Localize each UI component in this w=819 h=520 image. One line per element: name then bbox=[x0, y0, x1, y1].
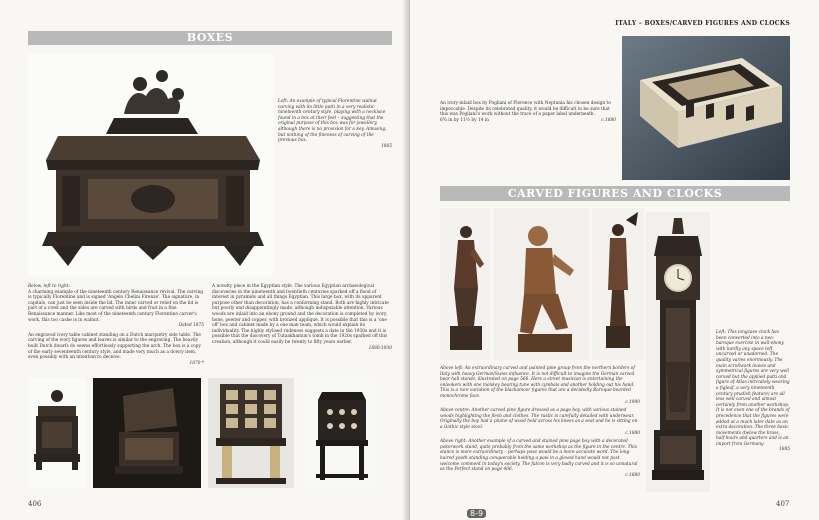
main-caption: Left: An example of typical Florentine walnut carving with its little putti in a very realistic nineteenth century style, playing with a necklace found in a box at their feet – suggesting that the original purpose of this box was for jewellery, although there is no provision for a key. Amusing, but nothing of the fineness of carving of the previous box. bbox=[278, 99, 387, 144]
right-page-number: 407 bbox=[776, 500, 790, 508]
boxes-section-title: BOXES bbox=[28, 31, 392, 45]
box-photo-4 bbox=[308, 378, 376, 488]
caption-above-centre-date: c.1880 bbox=[625, 430, 640, 436]
caption-above-left-date: c.1900 bbox=[625, 399, 640, 405]
clock-caption-block bbox=[716, 330, 790, 453]
box-photo-2 bbox=[93, 378, 201, 488]
clock-caption: Left: This longcase clock has been converted into a neo-baroque exercise in wall-ebony with hardly any space left uncarved or unadorned. The quality varies enormously. The main scrollwork leaves and symmetrical figures are very well carved but the applied putti and figure of Atlas intricately wearing a figleaf, a very nineteenth century prudish feature) are all less well carved and almost certainly from another workshop. It is not even one of the brands of precedence that the figures were added at a much later date as an extra decoration. The three basic movements (below the brass, half-hours and quarters and is an import from Germany. bbox=[716, 330, 790, 447]
main-caption-date: 1865 bbox=[381, 143, 392, 149]
figure-photo-falconer bbox=[592, 208, 644, 360]
caption-above-left: Above left: An extraordinary carved and painted pine group from the northern borders of Italy with heavy German/Swiss influence. It is not difficult to imagine the German carved bear hall stands, illustrated on page 566. Here a street musician is entertaining the onlookers with one monkey bearing tune with cymbals and another holding out his hand. This is a rare variation of the blackamoor figures that are a decidedly Baroque-bearded monochrome face. bbox=[440, 366, 635, 399]
figure-captions bbox=[440, 366, 640, 478]
clock-caption-date: 1885 bbox=[779, 447, 790, 453]
box-photo-1 bbox=[28, 378, 86, 488]
left-page bbox=[0, 0, 409, 520]
florentine-box-photo bbox=[28, 54, 273, 276]
figure-photo-musician bbox=[440, 208, 490, 360]
main-caption-block bbox=[278, 99, 392, 149]
col2-date: 1880-1930 bbox=[368, 345, 392, 351]
col1-text: A charming example of the nineteenth century Renaissance revival. The carving is typically Florentine and is signed 'Angelo Chelini Firenze'. The signature, in capitals, can just be seen inside the lid. The inner carved or relief on the lid is part of a crest and the sides are carved with birds and fruit in a fine Renaissance manner. Like most of the nineteenth century Florentine carver's work, this too cashe is in walnut. bbox=[28, 289, 204, 323]
ivory-box-dims: 6¾ in by 11½ by 14 in bbox=[440, 117, 489, 123]
carved-figures-section-title: CARVED FIGURES AND CLOCKS bbox=[440, 186, 790, 201]
caption-above-right: Above right: Another example of a carved and stained pine page boy with a decorated pokerwork stand, quite probably from the same workshop as the figure in the centre. This stance is more extraordinary – perhaps pose would be a more accurate word. The long-haired youth standing conquerable holding a paw in a gloved hand would not post welcome comment in today's society. The falcon is very badly carved and it is so unnatural as the Perfect stand on page 406. bbox=[440, 439, 638, 473]
col1-date: Dated 1875 bbox=[178, 323, 204, 329]
caption-above-centre: Above centre: Another carved pine figure dressed as a page boy, with various stained woods highlighting the flesh and clothes. The rustic is carefully detailed with underwear. Originally the boy had a plume of wood held across his knees as a seat and he is sitting on a Gothic style stool. bbox=[440, 408, 638, 430]
left-text-column-2 bbox=[212, 284, 392, 351]
col1-date2: 1870 * bbox=[189, 360, 204, 366]
below-label: Below, left to right: bbox=[28, 284, 70, 289]
caption-above-right-date: c.1880 bbox=[625, 472, 640, 478]
ivory-box-caption: An ivory-inlaid box by Pogliani of Florence with Neptunia his chosen design to impeccable. Despite its celebrated quality, it would be difficult to be sure that this was Pogliani's work without the trace of a paper label underneath. bbox=[440, 101, 611, 118]
longcase-clock-photo bbox=[646, 212, 710, 492]
col1-text2: An engraved ivory table cabinet standing on a Dutch marquetry side table. The carving of the ivory figures and leaves is similar to the engraving. The heavily built Dutch dwarfs do seems effortlessly supporting the arch. The box is a copy of the early seventeenth century style, and made very much as a dowry item, even possibly with an intention to deceive. bbox=[28, 332, 201, 361]
box-photo-3 bbox=[208, 378, 294, 488]
right-page bbox=[410, 0, 819, 520]
ivory-box-photo bbox=[622, 36, 790, 180]
left-page-number: 406 bbox=[28, 500, 42, 508]
ivory-box-date: c.1880 bbox=[601, 117, 616, 123]
running-head: ITALY – BOXES/CARVED FIGURES AND CLOCKS bbox=[615, 20, 790, 27]
ivory-box-caption-block bbox=[440, 101, 616, 123]
publisher-logo: 8-9 bbox=[467, 509, 486, 518]
figure-photo-pageboy bbox=[494, 208, 589, 360]
col2-text: A novelty piece in the Egyptian style. The various Egyptian archaeological discoveries in the nineteenth and twentieth centuries sparked off a flood of interest in pyramids and all things Egyptian. This large box, with its apparent purpose other than decoration, has a conforming stand. Both are highly intricate but poorly and disappointingly made, although indisputable attention. Various woods are inlaid into an ebony ground and the decoration is completed by ivory, bone, pewter and copper, with bronzed appliqué. It is possible that this is a 'one off' box and cabinet made by a one man team, which would explain its individuality. The highly stylised rudeness suggests a date in the 1930s and it is possible that the discovery of Tutankhamun's tomb in the 1920s sparked off this creation, although it could easily be twenty to fifty years earlier. bbox=[212, 284, 389, 345]
left-text-column-1 bbox=[28, 284, 204, 366]
